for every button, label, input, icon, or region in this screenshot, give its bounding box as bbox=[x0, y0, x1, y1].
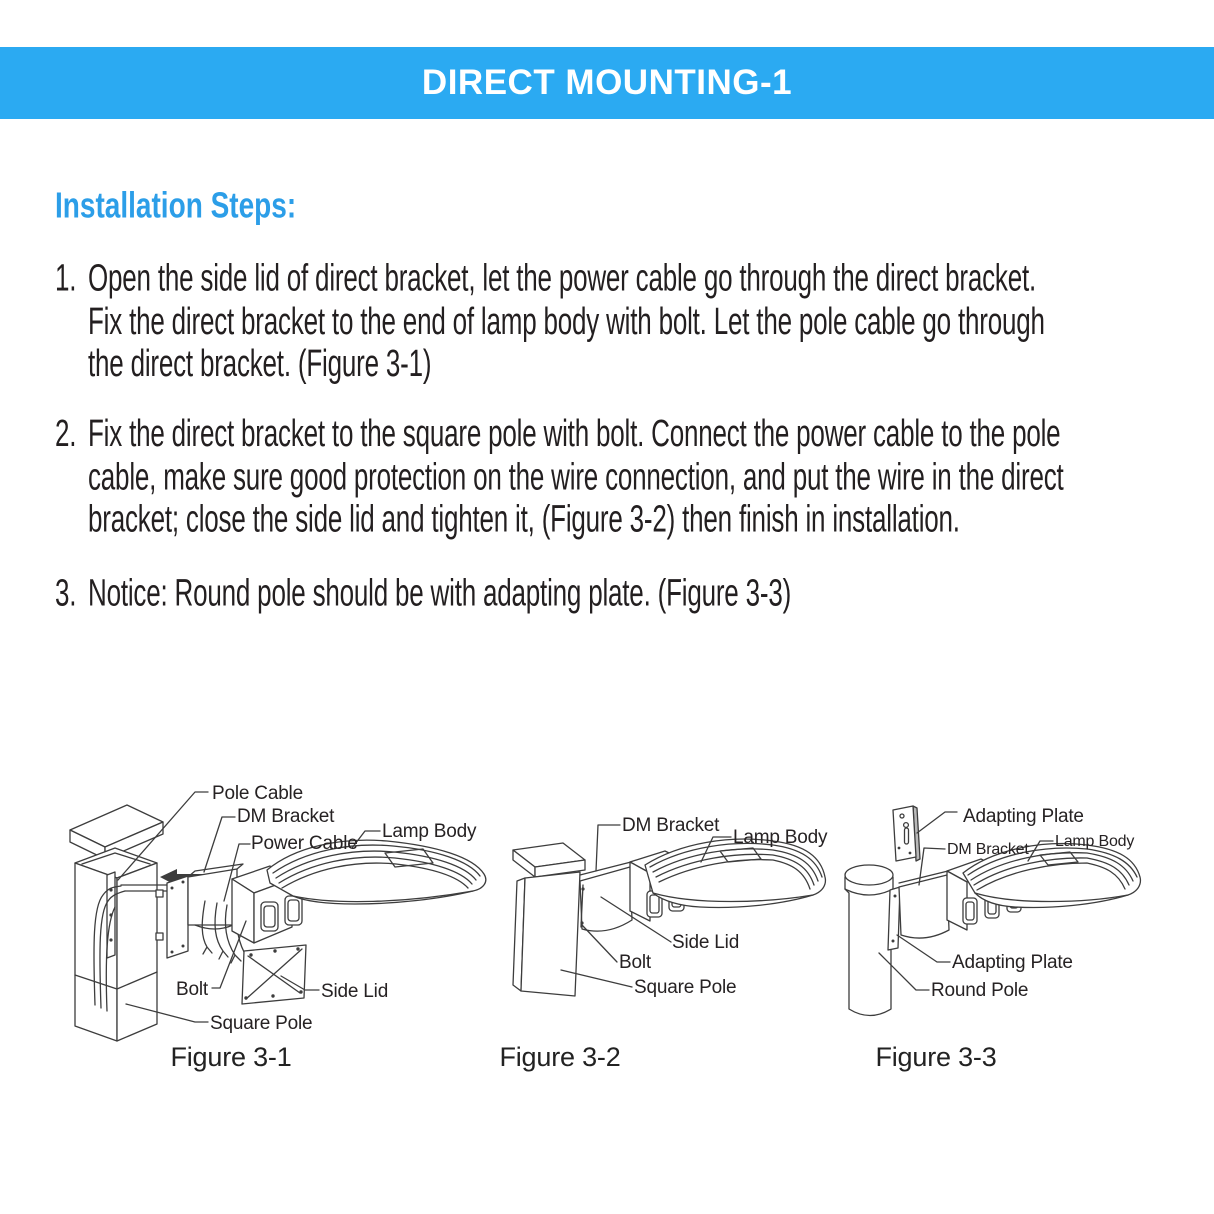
step-text bbox=[88, 412, 1205, 541]
figure-3-2-caption: Figure 3-2 bbox=[499, 1042, 621, 1072]
step-1 bbox=[55, 257, 1205, 386]
fig2-label-dm-bracket: DM Bracket bbox=[622, 815, 720, 836]
fig1-label-pole-cable: Pole Cable bbox=[212, 783, 303, 804]
adapting-plate bbox=[893, 806, 920, 861]
step-number: 3. bbox=[55, 570, 77, 614]
figure-3-3-caption: Figure 3-3 bbox=[875, 1042, 997, 1072]
step-line: Notice: Round pole should be with adapting plate. (Figure 3-3) bbox=[88, 570, 792, 614]
step-line: cable, make sure good protection on the wire connection, and put the wire in the direct bbox=[88, 454, 1064, 498]
fig3-label-dm-bracket: DM Bracket bbox=[947, 841, 1029, 858]
step-number: 2. bbox=[55, 410, 77, 455]
mounting-plate bbox=[156, 876, 188, 958]
step-3 bbox=[55, 572, 791, 615]
step-line: bracket; close the side lid and tighten it, (Figure 3-2) then finish in installation. bbox=[88, 497, 960, 541]
dm-bracket bbox=[899, 871, 949, 938]
fig1-label-square-pole: Square Pole bbox=[210, 1013, 313, 1034]
dm-bracket bbox=[580, 862, 632, 931]
step-line: Fix the direct bracket to the end of lamp body with bolt. Let the pole cable go through bbox=[88, 298, 1045, 343]
step-line: the direct bracket. (Figure 3-1) bbox=[88, 341, 432, 386]
fig3-label-round-pole: Round Pole bbox=[931, 980, 1029, 1001]
section-heading: Installation Steps: bbox=[55, 185, 297, 226]
fig1-label-dm-bracket: DM Bracket bbox=[237, 806, 335, 827]
fig1-label-lamp-body: Lamp Body bbox=[382, 821, 477, 842]
side-lid bbox=[242, 945, 306, 1004]
fig1-label-power-cable: Power Cable bbox=[251, 833, 358, 854]
installation-steps bbox=[55, 250, 1205, 627]
fig2-label-square-pole: Square Pole bbox=[634, 977, 737, 998]
fig3-label-adapting-plate-bottom: Adapting Plate bbox=[952, 952, 1073, 973]
adapting-plate-strip bbox=[888, 887, 900, 950]
step-text bbox=[88, 257, 1205, 386]
step-text bbox=[88, 572, 791, 615]
fig3-label-lamp-body: Lamp Body bbox=[1055, 833, 1135, 850]
step-line: Open the side lid of direct bracket, let the power cable go through the direct bracket. bbox=[88, 255, 1037, 300]
fig3-label-adapting-plate-top: Adapting Plate bbox=[963, 806, 1084, 827]
fig2-label-bolt: Bolt bbox=[619, 952, 651, 973]
page-title: DIRECT MOUNTING-1 bbox=[421, 63, 793, 102]
fig1-label-side-lid: Side Lid bbox=[321, 981, 389, 1002]
lamp-body bbox=[645, 839, 825, 907]
title-banner bbox=[0, 47, 1214, 119]
figure-3-1-caption: Figure 3-1 bbox=[170, 1042, 292, 1072]
fig2-label-side-lid: Side Lid bbox=[672, 932, 740, 953]
step-number: 1. bbox=[55, 255, 77, 300]
step-line: Fix the direct bracket to the square pole with bolt. Connect the power cable to the pole bbox=[88, 410, 1061, 455]
fig1-label-bolt: Bolt bbox=[176, 979, 208, 1000]
round-pole bbox=[845, 865, 893, 1016]
fig2-label-lamp-body: Lamp Body bbox=[733, 827, 828, 848]
step-2 bbox=[55, 412, 1205, 541]
